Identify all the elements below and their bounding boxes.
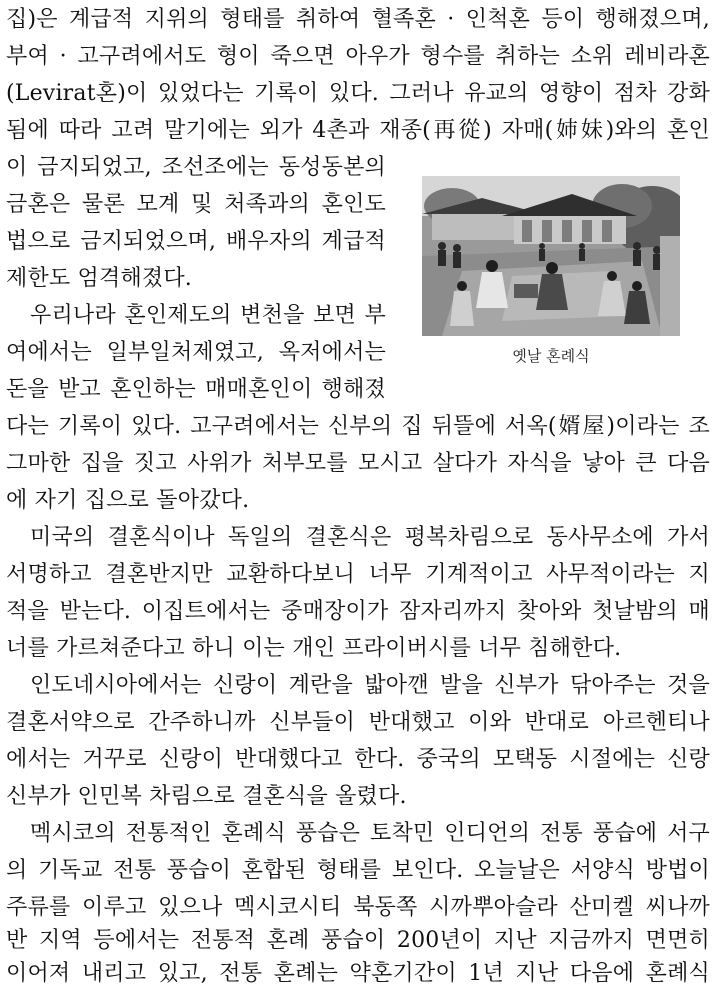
text-line: 신부가 인민복 차림으로 결혼식을 올렸다. [6, 784, 407, 809]
text-line: 여에서는 일부일처제였고, 옥저에서는 [6, 340, 386, 365]
paragraph-start-line: 인도네시아에서는 신랑이 계란을 밟아깬 발을 신부가 닦아주는 것을 [30, 673, 710, 698]
paragraph-start-line: 멕시코의 전통적인 혼례식 풍습은 토착민 인디언의 전통 풍습에 서구 [30, 821, 710, 846]
text-line: 이 금지되었고, 조선조에는 동성동본의 [6, 155, 386, 180]
text-line: 다는 기록이 있다. 고구려에서는 신부의 집 뒤뜰에 서옥(婿屋)이라는 조 [6, 414, 710, 439]
text-line: (Levirat혼)이 있었다는 기록이 있다. 그러나 유교의 영향이 점차 강화 [6, 81, 710, 106]
figure-caption: 옛날 혼례식 [512, 347, 590, 365]
text-line: 돈을 받고 혼인하는 매매혼인이 행해졌 [6, 377, 386, 402]
text-line: 집)은 계급적 지위의 형태를 취하여 혈족혼 · 인척혼 등이 행해졌으며, [6, 7, 710, 32]
text-line: 반 지역 등에서는 전통적 혼례 풍습이 200년이 지난 지금까지 면면히 [6, 928, 710, 953]
text-line: 부여 · 고구려에서도 형이 죽으면 아우가 형수를 취하는 소위 레비라혼 [6, 44, 710, 69]
text-line: 서명하고 결혼반지만 교환하다보니 너무 기계적이고 사무적이라는 지 [6, 562, 710, 587]
paragraph-start-line: 미국의 결혼식이나 독일의 결혼식은 평복차림으로 동사무소에 가서 [30, 525, 710, 550]
paragraph-start-line: 우리나라 혼인제도의 변천을 보면 부 [30, 303, 386, 328]
wedding-photo [422, 176, 680, 336]
text-line: 적을 받는다. 이집트에서는 중매장이가 잠자리까지 찾아와 첫날밤의 매 [6, 599, 710, 624]
text-line: 너를 가르쳐준다고 하니 이는 개인 프라이버시를 너무 침해한다. [6, 636, 622, 661]
text-line: 에서는 거꾸로 신랑이 반대했다고 한다. 중국의 모택동 시절에는 신랑 [6, 747, 710, 772]
text-line: 에 자기 집으로 돌아갔다. [6, 488, 250, 513]
text-line: 됨에 따라 고려 말기에는 외가 4촌과 재종(再從) 자매(姉妹)와의 혼인 [6, 118, 710, 143]
text-line: 금혼은 물론 모계 및 처족과의 혼인도 [6, 192, 386, 217]
text-line: 주류를 이루고 있으나 멕시코시티 북동쪽 시까뿌아슬라 산미켈 씨나까 [6, 895, 710, 920]
text-line: 의 기독교 전통 풍습이 혼합된 형태를 보인다. 오늘날은 서양식 방법이 [6, 858, 710, 883]
text-line: 법으로 금지되었으며, 배우자의 계급적 [6, 229, 386, 254]
text-line: 이어져 내리고 있고, 전통 혼례는 약혼기간이 1년 지난 다음에 혼례식 [6, 961, 710, 986]
text-line: 결혼서약으로 간주하니까 신부들이 반대했고 이와 반대로 아르헨티나 [6, 710, 710, 735]
text-line: 그마한 집을 짓고 사위가 처부모를 모시고 살다가 자식을 낳아 큰 다음 [6, 451, 710, 476]
text-line: 제한도 엄격해졌다. [6, 266, 193, 291]
